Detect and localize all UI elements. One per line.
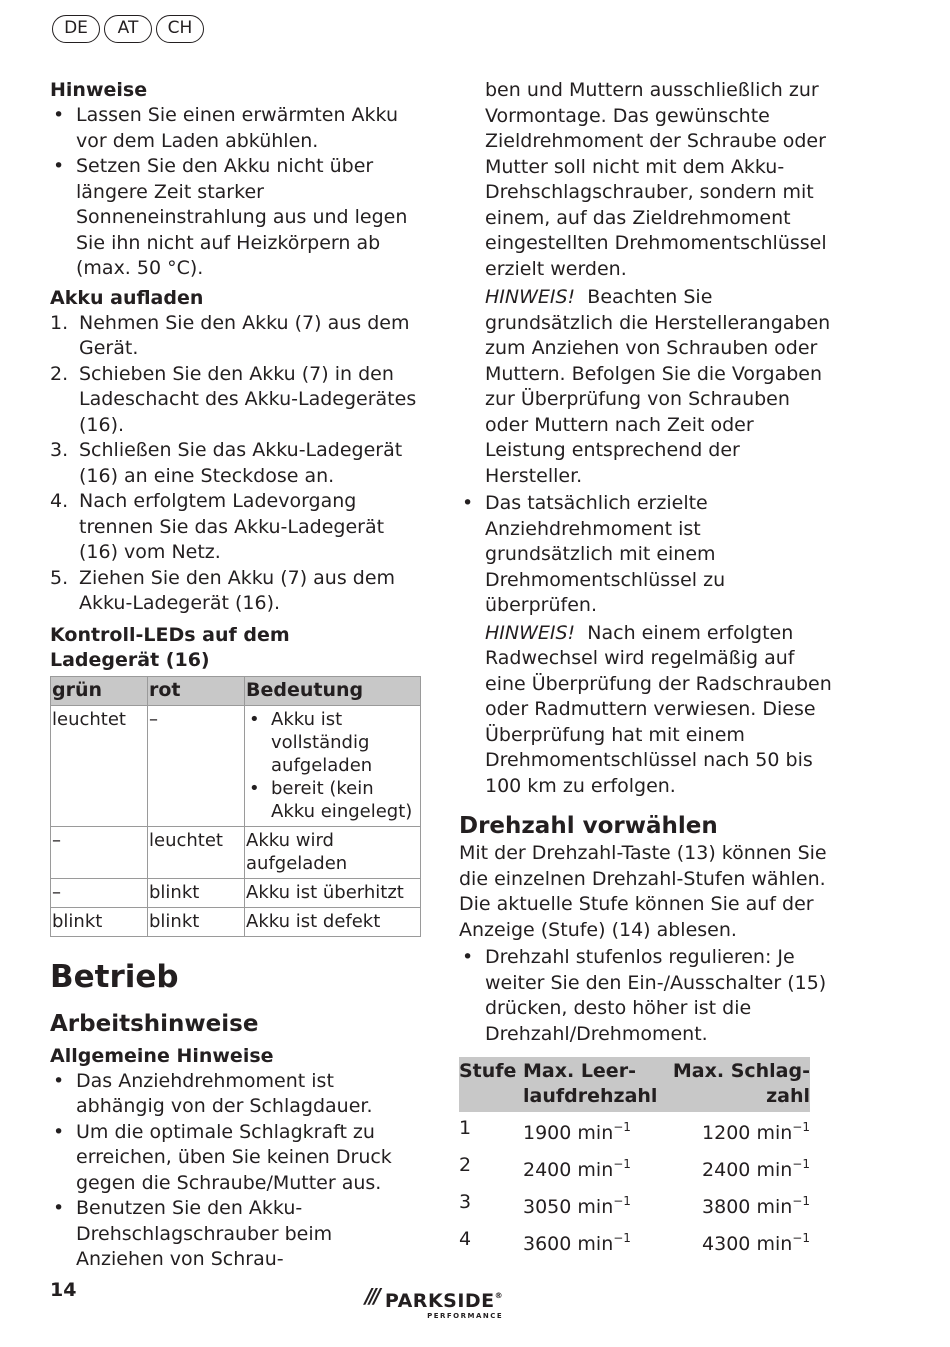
table-cell: – [148, 705, 245, 826]
meaning-list [246, 708, 420, 823]
step-number: 3. [50, 439, 69, 461]
table-cell [245, 705, 421, 826]
stage-cell: 4 [459, 1228, 472, 1250]
drehzahl-text: Mit der Drehzahl-Taste (13) können Sie die einzelnen Drehzahl-Stufen wählen. Die aktuelle Stufe können Sie auf der Anzeige (Stufe) (14) ablesen. [459, 842, 827, 941]
table-row [51, 826, 421, 878]
country-badges [52, 15, 204, 43]
country-badge-at: AT [104, 15, 152, 43]
akku-aufladen-heading: Akku aufladen [50, 286, 204, 309]
betrieb-heading: Betrieb [50, 958, 179, 995]
table-cell: blinkt [148, 907, 245, 936]
list-item [459, 491, 834, 799]
column-header-stufe: Stufe [459, 1057, 523, 1112]
speed-table-header [459, 1057, 810, 1112]
note-2 [485, 621, 834, 800]
column-header: grün [51, 676, 148, 705]
table-cell: Akku wird aufgeladen [245, 826, 421, 878]
led-heading-line1: Kontroll-LEDs auf dem [50, 623, 290, 646]
hinweise-list [50, 103, 422, 282]
step-text: Nehmen Sie den Akku (7) aus dem Gerät. [79, 311, 410, 359]
led-table [50, 676, 421, 937]
list-item: • Lassen Sie einen erwärmten Akku vor dem Laden abkühlen. [50, 103, 422, 154]
step-item [50, 566, 422, 617]
impact-rate-cell: 2400 $\min^{-1}$ [702, 1157, 810, 1181]
brand-slashes: /// [365, 1284, 378, 1308]
idle-speed-cell: 2400 $\min^{-1}$ [523, 1157, 631, 1181]
list-item: • Um die optimale Schlagkraft zu erreichen, üben Sie keinen Druck gegen die Schraube/Mutter aus. [50, 1120, 422, 1197]
table-row [459, 1186, 810, 1223]
list-item: • Benutzen Sie den Akku-Drehschlagschrauber beim Anziehen von Schrau- [50, 1196, 422, 1273]
step-item [50, 362, 422, 439]
note-1 [485, 285, 834, 489]
country-badge-ch: CH [156, 15, 204, 43]
akku-steps-list [50, 311, 422, 617]
step-item [50, 489, 422, 566]
table-row [51, 705, 421, 826]
stage-cell: 2 [459, 1154, 472, 1176]
table-cell: leuchtet [51, 705, 148, 826]
column-header-schlagzahl: Max. Schlag- zahl [665, 1057, 810, 1112]
column-header: Bedeutung [245, 676, 421, 705]
table-row [51, 907, 421, 936]
brand-subtitle: PERFORMANCE [427, 1312, 504, 1320]
column-header-leerlauf: Max. Leer- laufdrehzahl [523, 1057, 665, 1112]
note-label: HINWEIS! [485, 621, 576, 644]
country-badge-de: DE [52, 15, 100, 43]
continuation-text: ben und Muttern ausschließlich zur Vormontage. Das gewünschte Zieldrehmoment der Schraube oder Mutter soll nicht mit dem Akku-Drehschlagschrauber, sondern mit einem, auf das Zieldrehmoment eingestellten Drehmomentschlüssel erzielt werden. [485, 79, 827, 280]
note-text: Nach einem erfolgten Radwechsel wird regelmäßig auf eine Überprüfung der Radschrauben oder Radmuttern verwiesen. Diese Überprüfung hat mit einem Drehmomentschlüssel nach 50 bis 100 km zu erfolgen. [485, 621, 832, 797]
led-table-header [51, 676, 421, 705]
speed-table [459, 1057, 810, 1260]
table-cell: blinkt [51, 907, 148, 936]
step-text: Nach erfolgtem Ladevorgang trennen Sie das Akku-Ladegerät (16) vom Netz. [79, 490, 385, 563]
table-cell: Akku ist überhitzt [245, 878, 421, 907]
led-heading [50, 623, 422, 673]
step-number: 5. [50, 566, 69, 589]
note-label: HINWEIS! [485, 286, 576, 308]
impact-rate-cell: 3800 $\min^{-1}$ [702, 1194, 810, 1218]
page-number: 14 [50, 1279, 77, 1301]
parkside-logo [365, 1285, 503, 1320]
step-text: Schieben Sie den Akku (7) in den Ladeschacht des Akku-Ladegerätes (16). [79, 362, 417, 436]
led-heading-line2: Ladegerät (16) [50, 648, 210, 671]
hinweise-heading: Hinweise [50, 79, 148, 101]
torque-list [459, 491, 834, 799]
step-number: 4. [50, 490, 69, 512]
table-row [459, 1112, 810, 1149]
list-item: • Drehzahl stufenlos regulieren: Je weiter Sie den Ein-/Ausschalter (15) drücken, desto höher ist die Drehzahl/Drehmoment. [459, 945, 834, 1047]
column-header: rot [148, 676, 245, 705]
stage-cell: 1 [459, 1117, 472, 1139]
impact-rate-cell: 1200 $\min^{-1}$ [702, 1120, 810, 1144]
stage-cell: 3 [459, 1191, 472, 1213]
idle-speed-cell: 3600 $\min^{-1}$ [523, 1231, 631, 1255]
torque-text: • Das tatsächlich erzielte Anziehdrehmoment ist grundsätzlich mit einem Drehmomentschlüssel zu überprüfen. [485, 492, 726, 616]
table-cell: blinkt [148, 878, 245, 907]
table-cell: – [51, 826, 148, 878]
allgemeine-list [50, 1069, 422, 1273]
note-text: Beachten Sie grundsätzlich die Herstellerangaben zum Anziehen von Schrauben oder Muttern. Befolgen Sie die Vorgaben zur Überprüfung von Schrauben oder Muttern nach Zeit oder Leistung entsprechend der Hersteller. [485, 286, 831, 487]
impact-rate-cell: 4300 $\min^{-1}$ [702, 1231, 810, 1255]
allgemeine-hinweise-heading: Allgemeine Hinweise [50, 1044, 274, 1067]
brand-name: PARKSIDE® [384, 1290, 504, 1312]
idle-speed-cell: 3050 $\min^{-1}$ [523, 1194, 631, 1218]
brand-text [385, 1285, 503, 1320]
list-item: • Das Anziehdrehmoment ist abhängig von der Schlagdauer. [50, 1069, 422, 1120]
step-text: Schließen Sie das Akku-Ladegerät (16) an eine Steckdose an. [79, 439, 403, 487]
table-row [459, 1149, 810, 1186]
drehzahl-list [459, 945, 834, 1047]
table-row [51, 878, 421, 907]
step-number: 1. [50, 311, 69, 334]
continuation-block [459, 78, 834, 489]
right-column [459, 78, 834, 1260]
step-text: Ziehen Sie den Akku (7) aus dem Akku-Ladegerät (16). [79, 566, 396, 614]
step-item [50, 438, 422, 489]
table-row [459, 1223, 810, 1260]
list-item: • bereit (kein Akku eingelegt) [246, 777, 420, 823]
step-item [50, 311, 422, 362]
step-number: 2. [50, 362, 69, 385]
list-item: • Setzen Sie den Akku nicht über längere Zeit starker Sonneneinstrahlung aus und legen Sie ihn nicht auf Heizkörpern ab (max. 50 °C). [50, 154, 422, 282]
idle-speed-cell: 1900 $\min^{-1}$ [523, 1120, 631, 1144]
table-cell: Akku ist defekt [245, 907, 421, 936]
arbeitshinweise-heading: Arbeitshinweise [50, 1010, 259, 1037]
table-cell: – [51, 878, 148, 907]
table-cell: leuchtet [148, 826, 245, 878]
list-item: • Akku ist vollständig aufgeladen [246, 708, 420, 777]
drehzahl-heading: Drehzahl vorwählen [459, 813, 718, 839]
left-column [50, 78, 422, 1273]
